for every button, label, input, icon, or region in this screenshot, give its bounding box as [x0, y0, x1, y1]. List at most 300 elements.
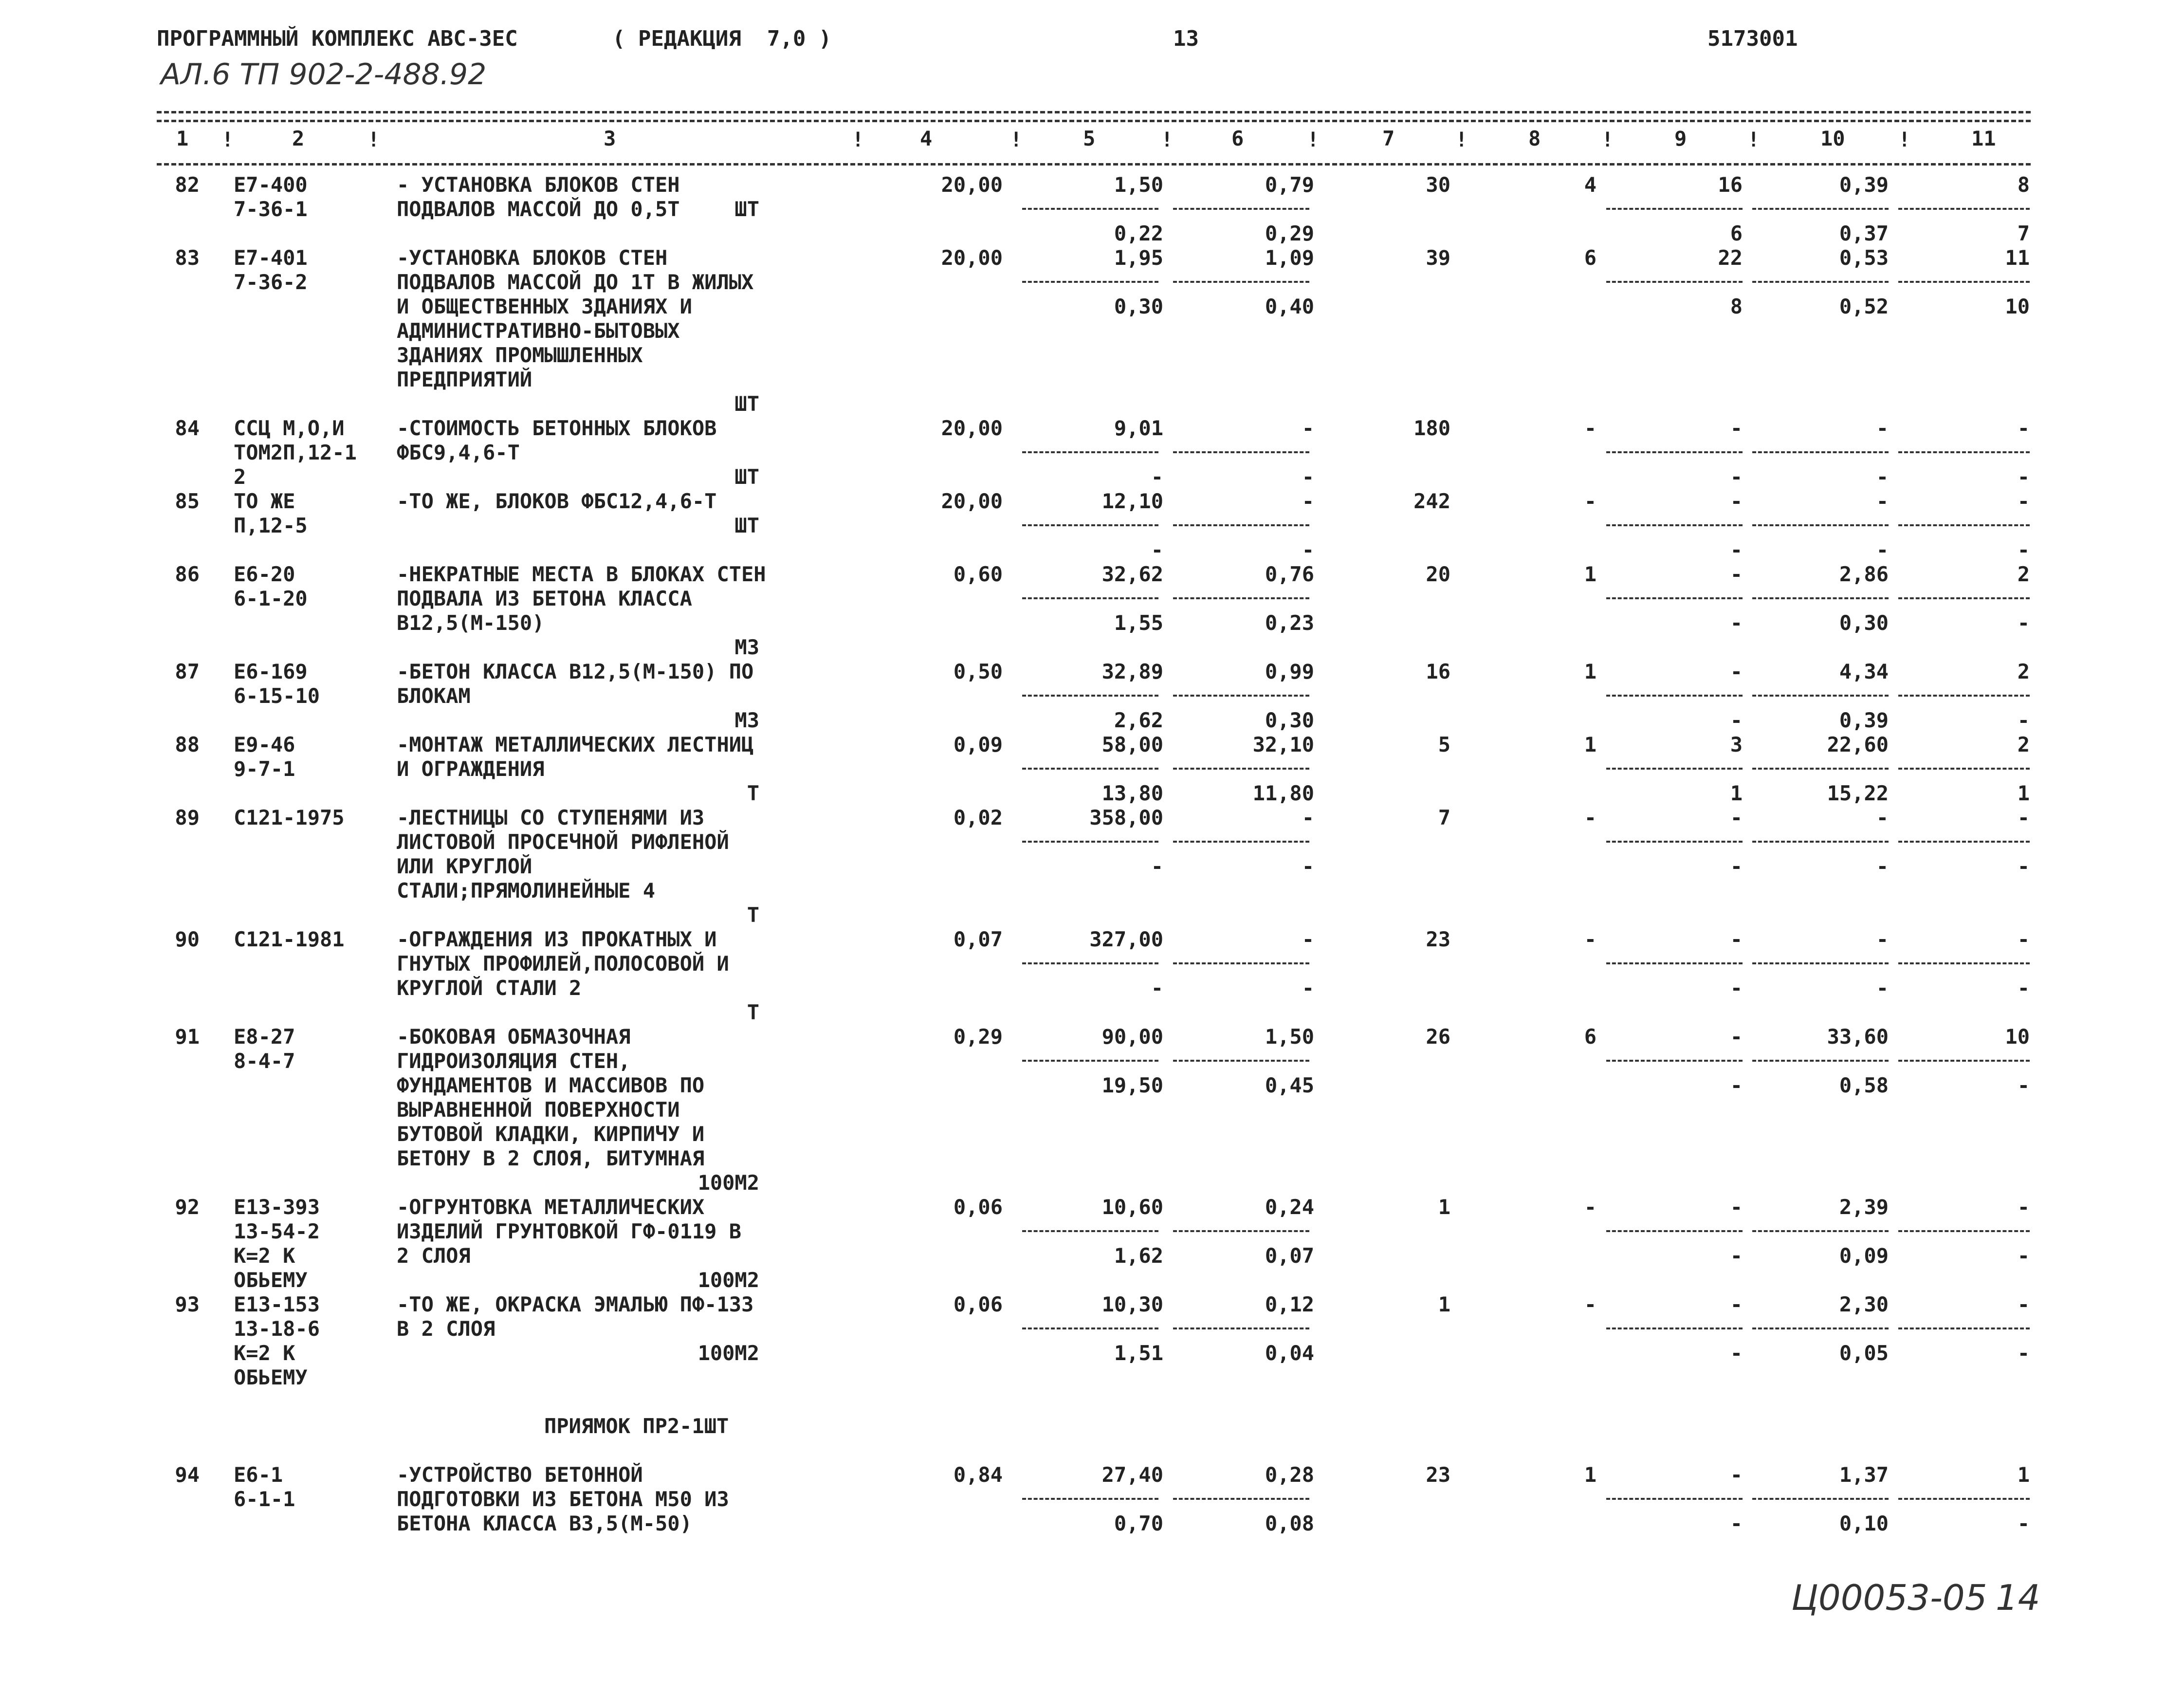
value-c11-bottom: - [2017, 1073, 2030, 1097]
split-dash-line [1606, 841, 1743, 843]
column-separator: ! [852, 128, 864, 151]
norm-code: Е13-393 [234, 1195, 320, 1219]
row-number: 84 [175, 416, 200, 440]
norm-code: 13-18-6 [234, 1317, 320, 1341]
value-c11-bottom: - [2017, 1244, 2030, 1268]
split-dash-line [1898, 524, 2030, 526]
value-c7: 23 [1426, 927, 1450, 951]
value-c11-bottom: - [2017, 708, 2030, 732]
split-dash-line [1898, 1230, 2030, 1232]
value-c6-top: 1,50 [1265, 1025, 1314, 1049]
value-c5-top: 358,00 [1089, 806, 1163, 830]
value-c5-bottom: - [1151, 854, 1163, 878]
value-c8: - [1584, 1195, 1597, 1219]
split-dash-line [1606, 1327, 1743, 1329]
quantity: 0,84 [953, 1463, 1003, 1487]
quantity: 20,00 [941, 416, 1003, 440]
value-c10-bottom: - [1876, 854, 1889, 878]
value-c8: 1 [1584, 562, 1597, 586]
norm-code: П,12-5 [234, 514, 308, 537]
handwritten-reference: АЛ.6 ТП 902-2-488.92 [161, 57, 487, 92]
value-c5-top: 90,00 [1101, 1025, 1163, 1049]
split-dash-line [1606, 281, 1743, 283]
work-description: ИЛИ КРУГЛОЙ [397, 854, 532, 878]
value-c6-bottom: - [1302, 465, 1314, 489]
split-dash-line [1022, 208, 1158, 210]
value-c7: 5 [1438, 733, 1450, 756]
row-number: 92 [175, 1195, 200, 1219]
value-c11-top: 2 [2017, 562, 2030, 586]
work-description: СТАЛИ;ПРЯМОЛИНЕЙНЫЕ 4 [397, 879, 656, 903]
value-c6-top: 32,10 [1252, 733, 1314, 756]
value-c10-top: - [1876, 806, 1889, 830]
norm-code: 6-1-20 [234, 587, 308, 610]
value-c8: - [1584, 1292, 1597, 1316]
value-c11-bottom: - [2017, 465, 2030, 489]
row-number: 91 [175, 1025, 200, 1049]
value-c9-bottom: - [1730, 611, 1743, 635]
value-c9-bottom: - [1730, 465, 1743, 489]
split-dash-line [1752, 768, 1889, 770]
split-dash-line [1173, 208, 1309, 210]
unit-of-measure: ШТ [734, 197, 759, 221]
value-c10-top: 2,30 [1839, 1292, 1889, 1316]
unit-of-measure: Т [747, 903, 759, 927]
value-c9-top: 16 [1718, 173, 1743, 197]
value-c8: 6 [1584, 246, 1597, 270]
row-number: 83 [175, 246, 200, 270]
split-dash-line [1606, 1230, 1743, 1232]
value-c11-bottom: - [2017, 976, 2030, 1000]
row-number: 82 [175, 173, 200, 197]
work-description: -ЛЕСТНИЦЫ СО СТУПЕНЯМИ ИЗ [397, 806, 705, 830]
value-c5-top: 9,01 [1114, 416, 1163, 440]
column-header-2: 2 [292, 127, 305, 150]
value-c6-top: - [1302, 489, 1314, 513]
work-description: БЕТОНУ В 2 СЛОЯ, БИТУМНАЯ [397, 1146, 705, 1170]
quantity: 0,02 [953, 806, 1003, 830]
header-rule-bottom [157, 163, 2031, 166]
norm-code: 9-7-1 [234, 757, 295, 781]
value-c6-top: 0,99 [1265, 660, 1314, 683]
value-c8: 1 [1584, 660, 1597, 683]
split-dash-line [1898, 597, 2030, 599]
work-description: БЕТОНА КЛАССА В3,5(М-50) [397, 1512, 692, 1535]
value-c5-bottom: 1,51 [1114, 1341, 1163, 1365]
unit-of-measure: ШТ [734, 514, 759, 537]
split-dash-line [1752, 208, 1889, 210]
norm-code: Е6-1 [234, 1463, 283, 1487]
work-description: ГИДРОИЗОЛЯЦИЯ СТЕН, [397, 1049, 631, 1073]
split-dash-line [1898, 208, 2030, 210]
value-c9-top: - [1730, 1292, 1743, 1316]
value-c9-top: - [1730, 1463, 1743, 1487]
norm-code: С121-1975 [234, 806, 345, 830]
value-c11-top: - [2017, 416, 2030, 440]
value-c10-bottom: 0,58 [1839, 1073, 1889, 1097]
value-c6-bottom: 0,08 [1265, 1512, 1314, 1535]
value-c9-top: - [1730, 1195, 1743, 1219]
row-number: 87 [175, 660, 200, 683]
value-c5-top: 1,95 [1114, 246, 1163, 270]
value-c7: 30 [1426, 173, 1450, 197]
split-dash-line [1898, 962, 2030, 964]
split-dash-line [1173, 1060, 1309, 1062]
norm-code: ОБЬЕМУ [234, 1365, 308, 1389]
stamp-code: Ц00053-05 [1791, 1577, 1987, 1618]
sheet-number: 14 [1996, 1577, 2040, 1618]
split-dash-line [1752, 1498, 1889, 1500]
value-c6-bottom: - [1302, 976, 1314, 1000]
split-dash-line [1752, 451, 1889, 453]
value-c11-top: 8 [2017, 173, 2030, 197]
section-heading: ПРИЯМОК ПР2-1ШТ [544, 1414, 729, 1438]
work-description: -ОГРАЖДЕНИЯ ИЗ ПРОКАТНЫХ И [397, 927, 717, 951]
value-c11-bottom: 7 [2017, 221, 2030, 245]
quantity: 0,09 [953, 733, 1003, 756]
work-description: -СТОИМОСТЬ БЕТОННЫХ БЛОКОВ [397, 416, 717, 440]
value-c11-bottom: - [2017, 538, 2030, 562]
row-number: 88 [175, 733, 200, 756]
value-c6-bottom: 11,80 [1252, 781, 1314, 805]
value-c6-top: - [1302, 416, 1314, 440]
column-header-3: 3 [604, 127, 616, 150]
split-dash-line [1173, 451, 1309, 453]
value-c6-top: 1,09 [1265, 246, 1314, 270]
value-c11-top: - [2017, 927, 2030, 951]
value-c7: 7 [1438, 806, 1450, 830]
column-separator: ! [1601, 128, 1614, 151]
value-c10-bottom: - [1876, 465, 1889, 489]
split-dash-line [1022, 768, 1158, 770]
value-c7: 23 [1426, 1463, 1450, 1487]
value-c8: 1 [1584, 733, 1597, 756]
norm-code: ТО ЖЕ [234, 489, 295, 513]
value-c5-bottom: - [1151, 976, 1163, 1000]
value-c6-top: 0,24 [1265, 1195, 1314, 1219]
work-description: -ТО ЖЕ, ОКРАСКА ЭМАЛЬЮ ПФ-133 [397, 1292, 754, 1316]
row-number: 86 [175, 562, 200, 586]
value-c10-bottom: 0,37 [1839, 221, 1889, 245]
split-dash-line [1752, 695, 1889, 697]
unit-of-measure: ШТ [734, 392, 759, 416]
value-c10-bottom: 0,10 [1839, 1512, 1889, 1535]
value-c6-bottom: - [1302, 538, 1314, 562]
value-c11-top: 11 [2005, 246, 2030, 270]
value-c5-bottom: - [1151, 538, 1163, 562]
column-header-5: 5 [1083, 127, 1096, 150]
quantity: 20,00 [941, 246, 1003, 270]
split-dash-line [1022, 597, 1158, 599]
value-c11-top: 2 [2017, 660, 2030, 683]
unit-of-measure: 100М2 [697, 1268, 759, 1292]
value-c5-bottom: 0,70 [1114, 1512, 1163, 1535]
value-c9-top: - [1730, 416, 1743, 440]
work-description: ФУНДАМЕНТОВ И МАССИВОВ ПО [397, 1073, 705, 1097]
value-c10-bottom: 0,05 [1839, 1341, 1889, 1365]
value-c9-top: - [1730, 927, 1743, 951]
split-dash-line [1898, 695, 2030, 697]
norm-code: Е7-401 [234, 246, 308, 270]
value-c10-top: 4,34 [1839, 660, 1889, 683]
value-c5-bottom: 0,22 [1114, 221, 1163, 245]
column-separator: ! [1010, 128, 1023, 151]
value-c6-bottom: 0,29 [1265, 221, 1314, 245]
work-description: АДМИНИСТРАТИВНО-БЫТОВЫХ [397, 319, 680, 343]
column-header-10: 10 [1820, 127, 1845, 150]
norm-code: К=2 К [234, 1244, 295, 1268]
value-c7: 39 [1426, 246, 1450, 270]
norm-code: 8-4-7 [234, 1049, 295, 1073]
work-description: ЛИСТОВОЙ ПРОСЕЧНОЙ РИФЛЕНОЙ [397, 830, 729, 854]
work-description: ПОДВАЛОВ МАССОЙ ДО 0,5Т [397, 197, 680, 221]
column-separator: ! [1898, 128, 1911, 151]
value-c7: 1 [1438, 1292, 1450, 1316]
work-description: ПОДГОТОВКИ ИЗ БЕТОНА М50 ИЗ [397, 1487, 729, 1511]
value-c11-bottom: - [2017, 1512, 2030, 1535]
value-c11-top: 1 [2017, 1463, 2030, 1487]
norm-code: 7-36-2 [234, 270, 308, 294]
norm-code: ССЦ М,О,И [234, 416, 345, 440]
split-dash-line [1173, 597, 1309, 599]
split-dash-line [1752, 281, 1889, 283]
value-c8: - [1584, 489, 1597, 513]
column-header-7: 7 [1382, 127, 1395, 150]
value-c8: - [1584, 927, 1597, 951]
split-dash-line [1173, 1230, 1309, 1232]
work-description: БЛОКАМ [397, 684, 471, 708]
value-c6-top: 0,28 [1265, 1463, 1314, 1487]
split-dash-line [1752, 841, 1889, 843]
work-description: ЗДАНИЯХ ПРОМЫШЛЕННЫХ [397, 343, 643, 367]
work-description: БУТОВОЙ КЛАДКИ, КИРПИЧУ И [397, 1122, 705, 1146]
split-dash-line [1606, 597, 1743, 599]
value-c6-bottom: 0,40 [1265, 295, 1314, 318]
value-c5-bottom: 2,62 [1114, 708, 1163, 732]
value-c10-top: - [1876, 416, 1889, 440]
value-c7: 26 [1426, 1025, 1450, 1049]
quantity: 0,29 [953, 1025, 1003, 1049]
work-description: ГНУТЫХ ПРОФИЛЕЙ,ПОЛОСОВОЙ И [397, 952, 729, 976]
value-c6-top: 0,79 [1265, 173, 1314, 197]
norm-code: ТОМ2П,12-1 [234, 441, 357, 464]
norm-code: Е13-153 [234, 1292, 320, 1316]
value-c5-top: 10,60 [1101, 1195, 1163, 1219]
column-header-4: 4 [920, 127, 933, 150]
work-description: ПОДВАЛОВ МАССОЙ ДО 1Т В ЖИЛЫХ [397, 270, 754, 294]
unit-of-measure: 100М2 [697, 1171, 759, 1195]
value-c9-bottom: - [1730, 854, 1743, 878]
unit-of-measure: ШТ [734, 465, 759, 489]
value-c9-top: - [1730, 489, 1743, 513]
split-dash-line [1022, 962, 1158, 964]
value-c11-bottom: 1 [2017, 781, 2030, 805]
split-dash-line [1022, 841, 1158, 843]
value-c9-bottom: 6 [1730, 221, 1743, 245]
norm-code: С121-1981 [234, 927, 345, 951]
split-dash-line [1022, 451, 1158, 453]
value-c5-bottom: 19,50 [1101, 1073, 1163, 1097]
value-c5-bottom: - [1151, 465, 1163, 489]
split-dash-line [1606, 1498, 1743, 1500]
value-c9-top: - [1730, 806, 1743, 830]
column-header-6: 6 [1231, 127, 1244, 150]
split-dash-line [1898, 1060, 2030, 1062]
work-description: -БОКОВАЯ ОБМАЗОЧНАЯ [397, 1025, 631, 1049]
value-c6-bottom: 0,04 [1265, 1341, 1314, 1365]
value-c10-top: 1,37 [1839, 1463, 1889, 1487]
row-number: 89 [175, 806, 200, 830]
value-c9-top: - [1730, 660, 1743, 683]
value-c11-bottom: - [2017, 854, 2030, 878]
norm-code: 2 [234, 465, 246, 489]
value-c5-bottom: 0,30 [1114, 295, 1163, 318]
header-rule-top [157, 111, 2031, 113]
norm-code: К=2 К [234, 1341, 295, 1365]
norm-code: Е6-20 [234, 562, 295, 586]
split-dash-line [1898, 281, 2030, 283]
quantity: 20,00 [941, 489, 1003, 513]
split-dash-line [1173, 768, 1309, 770]
work-description: ПРЕДПРИЯТИЙ [397, 368, 532, 391]
value-c6-top: 0,12 [1265, 1292, 1314, 1316]
split-dash-line [1752, 1230, 1889, 1232]
work-description: ИЗДЕЛИЙ ГРУНТОВКОЙ ГФ-0119 В [397, 1219, 742, 1243]
split-dash-line [1898, 451, 2030, 453]
column-separator: ! [221, 128, 234, 151]
value-c7: 16 [1426, 660, 1450, 683]
row-number: 94 [175, 1463, 200, 1487]
quantity: 0,60 [953, 562, 1003, 586]
split-dash-line [1022, 1498, 1158, 1500]
norm-code: Е6-169 [234, 660, 308, 683]
split-dash-line [1173, 1498, 1309, 1500]
row-number: 93 [175, 1292, 200, 1316]
quantity: 20,00 [941, 173, 1003, 197]
norm-code: 7-36-1 [234, 197, 308, 221]
split-dash-line [1752, 962, 1889, 964]
value-c10-top: 0,53 [1839, 246, 1889, 270]
value-c5-top: 12,10 [1101, 489, 1163, 513]
unit-of-measure: М3 [734, 635, 759, 659]
header-rule-top-2 [157, 120, 2031, 122]
unit-of-measure: Т [747, 781, 759, 805]
work-description: - УСТАНОВКА БЛОКОВ СТЕН [397, 173, 680, 197]
work-description: И ОБЩЕСТВЕННЫХ ЗДАНИЯХ И [397, 295, 692, 318]
quantity: 0,06 [953, 1195, 1003, 1219]
split-dash-line [1898, 1498, 2030, 1500]
value-c5-top: 1,50 [1114, 173, 1163, 197]
split-dash-line [1606, 524, 1743, 526]
split-dash-line [1606, 962, 1743, 964]
value-c10-bottom: - [1876, 976, 1889, 1000]
value-c10-top: 22,60 [1827, 733, 1889, 756]
work-description: И ОГРАЖДЕНИЯ [397, 757, 545, 781]
value-c9-bottom: - [1730, 1341, 1743, 1365]
work-description: В12,5(М-150) [397, 611, 545, 635]
value-c10-bottom: 0,30 [1839, 611, 1889, 635]
split-dash-line [1173, 695, 1309, 697]
value-c9-bottom: - [1730, 1244, 1743, 1268]
split-dash-line [1898, 1327, 2030, 1329]
value-c10-bottom: - [1876, 538, 1889, 562]
value-c5-top: 32,89 [1101, 660, 1163, 683]
split-dash-line [1752, 597, 1889, 599]
value-c11-top: - [2017, 806, 2030, 830]
value-c11-bottom: - [2017, 1341, 2030, 1365]
norm-code: 6-15-10 [234, 684, 320, 708]
split-dash-line [1898, 841, 2030, 843]
split-dash-line [1173, 1327, 1309, 1329]
value-c9-bottom: - [1730, 1073, 1743, 1097]
unit-of-measure: 100М2 [697, 1341, 759, 1365]
split-dash-line [1752, 524, 1889, 526]
value-c9-top: - [1730, 562, 1743, 586]
norm-code: Е8-27 [234, 1025, 295, 1049]
value-c11-top: 10 [2005, 1025, 2030, 1049]
split-dash-line [1022, 1060, 1158, 1062]
value-c10-top: - [1876, 489, 1889, 513]
work-description: -ТО ЖЕ, БЛОКОВ ФБС12,4,6-Т [397, 489, 717, 513]
page-number: 13 [1173, 26, 1199, 51]
work-description: КРУГЛОЙ СТАЛИ 2 [397, 976, 582, 1000]
value-c11-top: - [2017, 489, 2030, 513]
value-c10-top: 0,39 [1839, 173, 1889, 197]
value-c9-bottom: - [1730, 1512, 1743, 1535]
value-c5-top: 27,40 [1101, 1463, 1163, 1487]
quantity: 0,06 [953, 1292, 1003, 1316]
column-separator: ! [367, 128, 380, 151]
value-c5-top: 327,00 [1089, 927, 1163, 951]
value-c8: 4 [1584, 173, 1597, 197]
work-description: -БЕТОН КЛАССА В12,5(М-150) ПО [397, 660, 754, 683]
unit-of-measure: Т [747, 1000, 759, 1024]
work-description: ФБС9,4,6-Т [397, 441, 520, 464]
row-number: 85 [175, 489, 200, 513]
work-description: В 2 СЛОЯ [397, 1317, 496, 1341]
value-c6-top: 0,76 [1265, 562, 1314, 586]
value-c10-top: 2,39 [1839, 1195, 1889, 1219]
work-description: -ОГРУНТОВКА МЕТАЛЛИЧЕСКИХ [397, 1195, 705, 1219]
split-dash-line [1173, 962, 1309, 964]
split-dash-line [1606, 695, 1743, 697]
value-c7: 1 [1438, 1195, 1450, 1219]
split-dash-line [1606, 451, 1743, 453]
norm-code: 6-1-1 [234, 1487, 295, 1511]
column-header-9: 9 [1674, 127, 1687, 150]
value-c10-bottom: 0,09 [1839, 1244, 1889, 1268]
value-c8: - [1584, 416, 1597, 440]
value-c5-top: 10,30 [1101, 1292, 1163, 1316]
value-c10-top: 2,86 [1839, 562, 1889, 586]
column-header-8: 8 [1528, 127, 1541, 150]
split-dash-line [1022, 695, 1158, 697]
work-description: -МОНТАЖ МЕТАЛЛИЧЕСКИХ ЛЕСТНИЦ [397, 733, 754, 756]
unit-of-measure: М3 [734, 708, 759, 732]
program-title: ПРОГРАММНЫЙ КОМПЛЕКС АВС-3ЕС [157, 26, 518, 51]
value-c9-bottom: - [1730, 976, 1743, 1000]
value-c9-top: 22 [1718, 246, 1743, 270]
split-dash-line [1173, 841, 1309, 843]
norm-code: 13-54-2 [234, 1219, 320, 1243]
value-c10-bottom: 0,39 [1839, 708, 1889, 732]
column-header-11: 11 [1971, 127, 1996, 150]
value-c7: 20 [1426, 562, 1450, 586]
value-c6-bottom: 0,07 [1265, 1244, 1314, 1268]
work-description: -УСТАНОВКА БЛОКОВ СТЕН [397, 246, 668, 270]
value-c6-bottom: - [1302, 854, 1314, 878]
value-c5-top: 58,00 [1101, 733, 1163, 756]
